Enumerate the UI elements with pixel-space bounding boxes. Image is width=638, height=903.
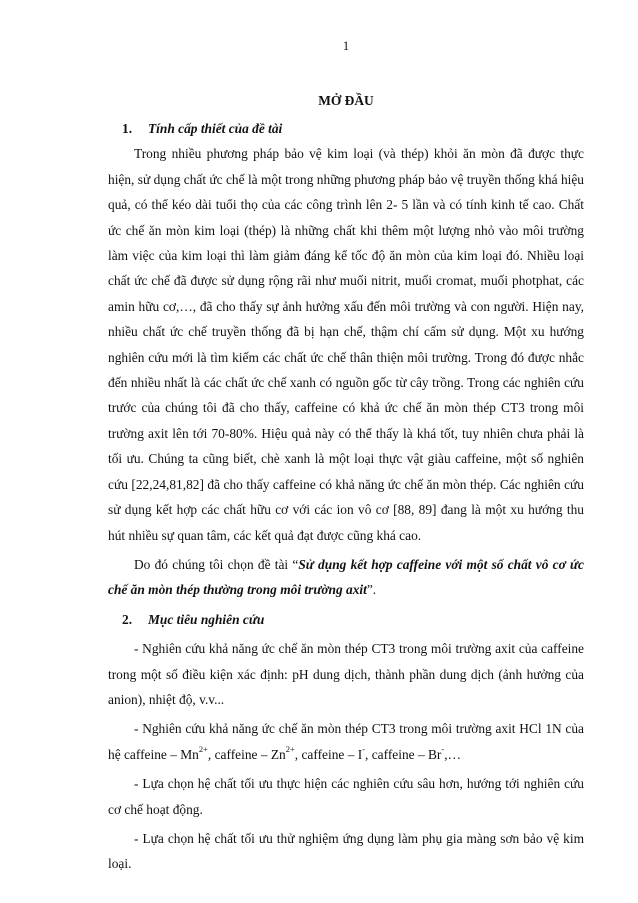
section-2-title: Mục tiêu nghiên cứu <box>148 611 265 627</box>
section-1-heading <box>108 116 584 141</box>
paragraph-2-suffix: ”. <box>366 582 377 598</box>
item-2-sup-zn: 2+ <box>285 744 295 755</box>
research-topic: Sử dụng kết hợp caffeine với một số chất vô cơ ức chế ăn mòn thép thường trong môi trường axit <box>108 556 584 598</box>
section-1-title: Tính cấp thiết của đề tài <box>148 121 283 136</box>
document-title: MỞ ĐẦU <box>318 93 374 108</box>
paragraph-2-prefix: Do đó chúng tôi chọn đề tài “ <box>134 556 299 572</box>
section-1-paragraph-1: Trong nhiều phương pháp bảo vệ kim loại (và thép) khỏi ăn mòn đã được thực hiện, sử dụng chất ức chế là một trong những phương pháp bảo vệ truyền thống khá hiệu quả, có thể kéo dài tuổi thọ của các công trình lên 2- 5 lần và có tính kinh tế cao. Chất ức chế ăn mòn kim loại (thép) là những chất khi thêm một lượng nhỏ vào môi trường làm việc của kim loại thì làm giảm đáng kể tốc độ ăn mòn của kim loại đó. Nhiều loại chất ức chế đã được sử dụng rộng rãi như muối nitrit, muối cromat, muối photphat, các amin hữu cơ,…, đã cho thấy sự ảnh hưởng xấu đến môi trường và con người. Hiện nay, nhiều chất ức chế truyền thống đã bị hạn chế, thậm chí cấm sử dụng. Một xu hướng nghiên cứu mới là tìm kiếm các chất ức chế thân thiện môi trường. Trong đó được nhắc đến nhiều nhất là các chất ức chế xanh có nguồn gốc từ cây trồng. Trong các nghiên cứu trước của chúng tôi đã cho thấy, caffeine có khả ức chế ăn mòn thép CT3 trong môi trường axit lên tới 70-80%. Hiệu quả này có thể thấy là khá tốt, tuy nhiên chưa phải là tối ưu. Chúng ta cũng biết, chè xanh là một loại thực vật giàu caffeine, một số nghiên cứu [22,24,81,82] đã cho thấy caffeine có khả năng ức chế ăn mòn thép. Các nghiên cứu sử dụng kết hợp các chất hữu cơ với các ion vô cơ [88, 89] đang là một xu hướng thu hút nhiều sự quan tâm, các kết quả đạt được cũng khá cao. <box>108 146 584 543</box>
objective-item-2 <box>108 716 584 767</box>
objective-item-4: - Lựa chọn hệ chất tối ưu thử nghiệm ứng dụng làm phụ gia màng sơn bảo vệ kim loại. <box>108 830 584 872</box>
section-1-number: 1. <box>122 121 133 136</box>
item-2-sup-br: - <box>441 744 445 755</box>
item-2-text-b: , caffeine – Zn <box>207 746 286 762</box>
page-number: 1 <box>342 39 350 53</box>
item-2-text-d: , caffeine – Br <box>365 746 442 762</box>
section-2-number: 2. <box>122 611 133 627</box>
objective-item-3: - Lựa chọn hệ chất tối ưu thực hiện các nghiên cứu sâu hơn, hướng tới nghiên cứu cơ chế hoạt động. <box>108 776 584 817</box>
item-2-text-e: ,… <box>444 746 461 762</box>
objective-item-1: - Nghiên cứu khả năng ức chế ăn mòn thép CT3 trong môi trường axit của caffeine trong một số điều kiện xác định: pH dung dịch, thành phần dung dịch (ảnh hưởng của anion), nhiệt độ, v.v... <box>108 641 584 707</box>
item-2-text-a: - Nghiên cứu khả năng ức chế ăn mòn thép CT3 trong môi trường axit HCl 1N của hệ caffeine – Mn <box>108 721 584 762</box>
item-2-sup-i: - <box>362 744 366 755</box>
item-2-text-c: , caffeine – I <box>294 746 363 762</box>
section-1-paragraph-2 <box>108 552 584 603</box>
section-2-heading <box>108 607 584 632</box>
item-2-sup-mn: 2+ <box>198 744 208 755</box>
